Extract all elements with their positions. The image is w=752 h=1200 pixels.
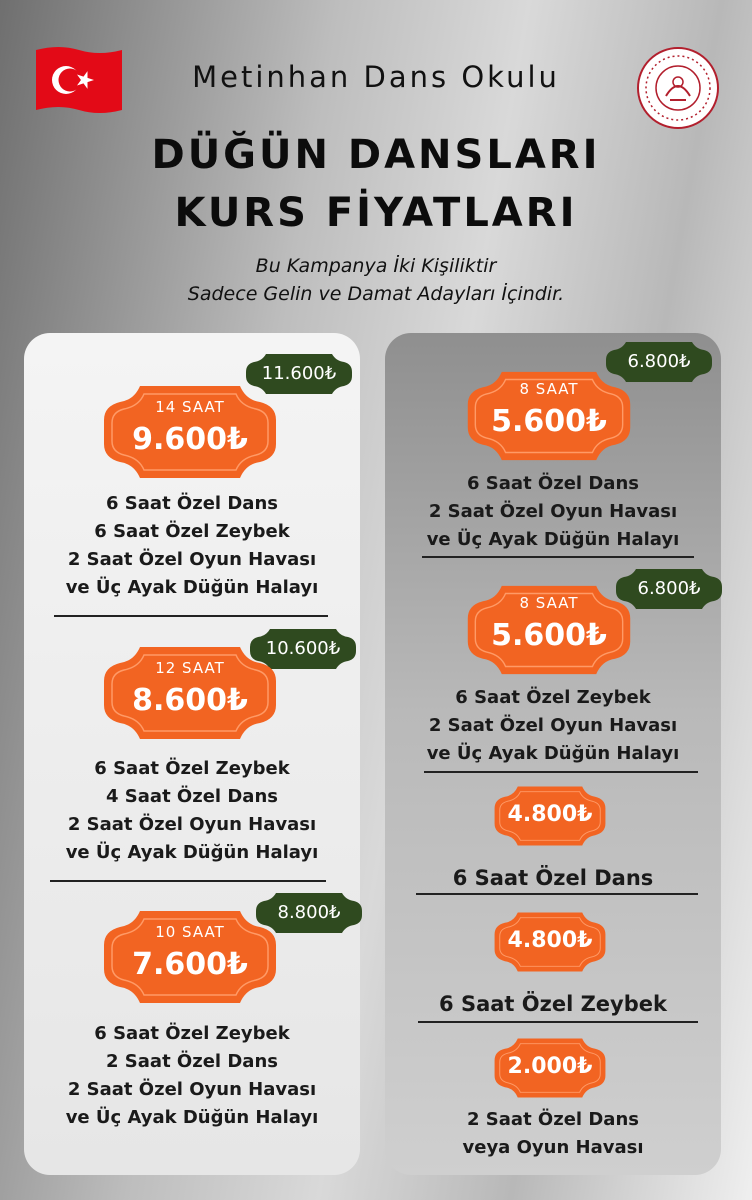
package-line: 6 Saat Özel Dans <box>467 473 639 494</box>
old-price: 10.600₺ <box>265 638 341 659</box>
package-line: ve Üç Ayak Düğün Halayı <box>65 1107 319 1128</box>
price-badge <box>492 910 608 974</box>
package-contents <box>385 1106 721 1162</box>
package-line: 2 Saat Özel Oyun Havası <box>67 1079 317 1100</box>
package-price: 5.600₺ <box>491 404 607 439</box>
package-price: 5.600₺ <box>491 618 607 653</box>
price-badge <box>492 1036 608 1100</box>
package-line: 6 Saat Özel Zeybek <box>439 992 667 1016</box>
package-line: 6 Saat Özel Zeybek <box>455 687 651 708</box>
old-price: 8.800₺ <box>277 902 341 923</box>
package-hours: 8 SAAT <box>519 594 579 612</box>
package-line: 2 Saat Özel Oyun Havası <box>428 715 678 736</box>
package-line: 2 Saat Özel Oyun Havası <box>67 814 317 835</box>
package-hours: 14 SAAT <box>155 398 225 416</box>
package-price: 9.600₺ <box>132 422 248 457</box>
package-contents <box>24 755 360 867</box>
package-contents <box>385 990 721 1018</box>
package-line: 6 Saat Özel Zeybek <box>94 758 290 779</box>
package-price: 7.600₺ <box>132 947 248 982</box>
package-contents <box>24 490 360 602</box>
package-line: ve Üç Ayak Düğün Halayı <box>426 529 680 550</box>
school-name: Metinhan Dans Okulu <box>192 60 560 94</box>
package-line: ve Üç Ayak Düğün Halayı <box>426 743 680 764</box>
package-price: 2.000₺ <box>507 1054 593 1079</box>
package-hours: 12 SAAT <box>155 659 225 677</box>
package-line: 6 Saat Özel Zeybek <box>94 521 290 542</box>
package-price: 4.800₺ <box>507 802 593 827</box>
package-line: 2 Saat Özel Dans <box>467 1109 639 1130</box>
package-line: 6 Saat Özel Dans <box>106 493 278 514</box>
package-line: ve Üç Ayak Düğün Halayı <box>65 842 319 863</box>
old-price: 6.800₺ <box>627 351 691 372</box>
subtitle-line2: Sadece Gelin ve Damat Adayları İçindir. <box>187 283 565 305</box>
package-line: ve Üç Ayak Düğün Halayı <box>65 577 319 598</box>
package-line: 2 Saat Özel Oyun Havası <box>428 501 678 522</box>
price-badge <box>100 907 280 1007</box>
package-line: 6 Saat Özel Zeybek <box>94 1023 290 1044</box>
old-price: 6.800₺ <box>637 578 701 599</box>
page-title-line2: KURS FİYATLARI <box>174 190 578 236</box>
price-badge <box>464 582 634 678</box>
divider <box>54 615 328 617</box>
price-badge <box>492 784 608 848</box>
package-line: 6 Saat Özel Dans <box>452 866 654 890</box>
package-contents <box>24 1020 360 1132</box>
package-price: 8.600₺ <box>132 683 248 718</box>
package-line: veya Oyun Havası <box>462 1137 644 1158</box>
divider <box>50 880 326 882</box>
old-price: 11.600₺ <box>261 363 337 384</box>
price-badge <box>100 643 280 743</box>
package-line: 2 Saat Özel Oyun Havası <box>67 549 317 570</box>
package-contents <box>385 684 721 768</box>
price-badge <box>100 382 280 482</box>
package-price: 4.800₺ <box>507 928 593 953</box>
divider <box>422 556 694 558</box>
price-badge <box>464 368 634 464</box>
package-line: 2 Saat Özel Dans <box>106 1051 278 1072</box>
divider <box>418 1021 698 1023</box>
package-hours: 8 SAAT <box>519 380 579 398</box>
page-title-line1: DÜĞÜN DANSLARI <box>151 132 601 178</box>
package-contents <box>385 864 721 892</box>
divider <box>424 771 698 773</box>
divider <box>416 893 698 895</box>
package-line: 4 Saat Özel Dans <box>106 786 278 807</box>
package-hours: 10 SAAT <box>155 923 225 941</box>
package-contents <box>385 470 721 554</box>
subtitle-line1: Bu Kampanya İki Kişiliktir <box>255 255 497 277</box>
